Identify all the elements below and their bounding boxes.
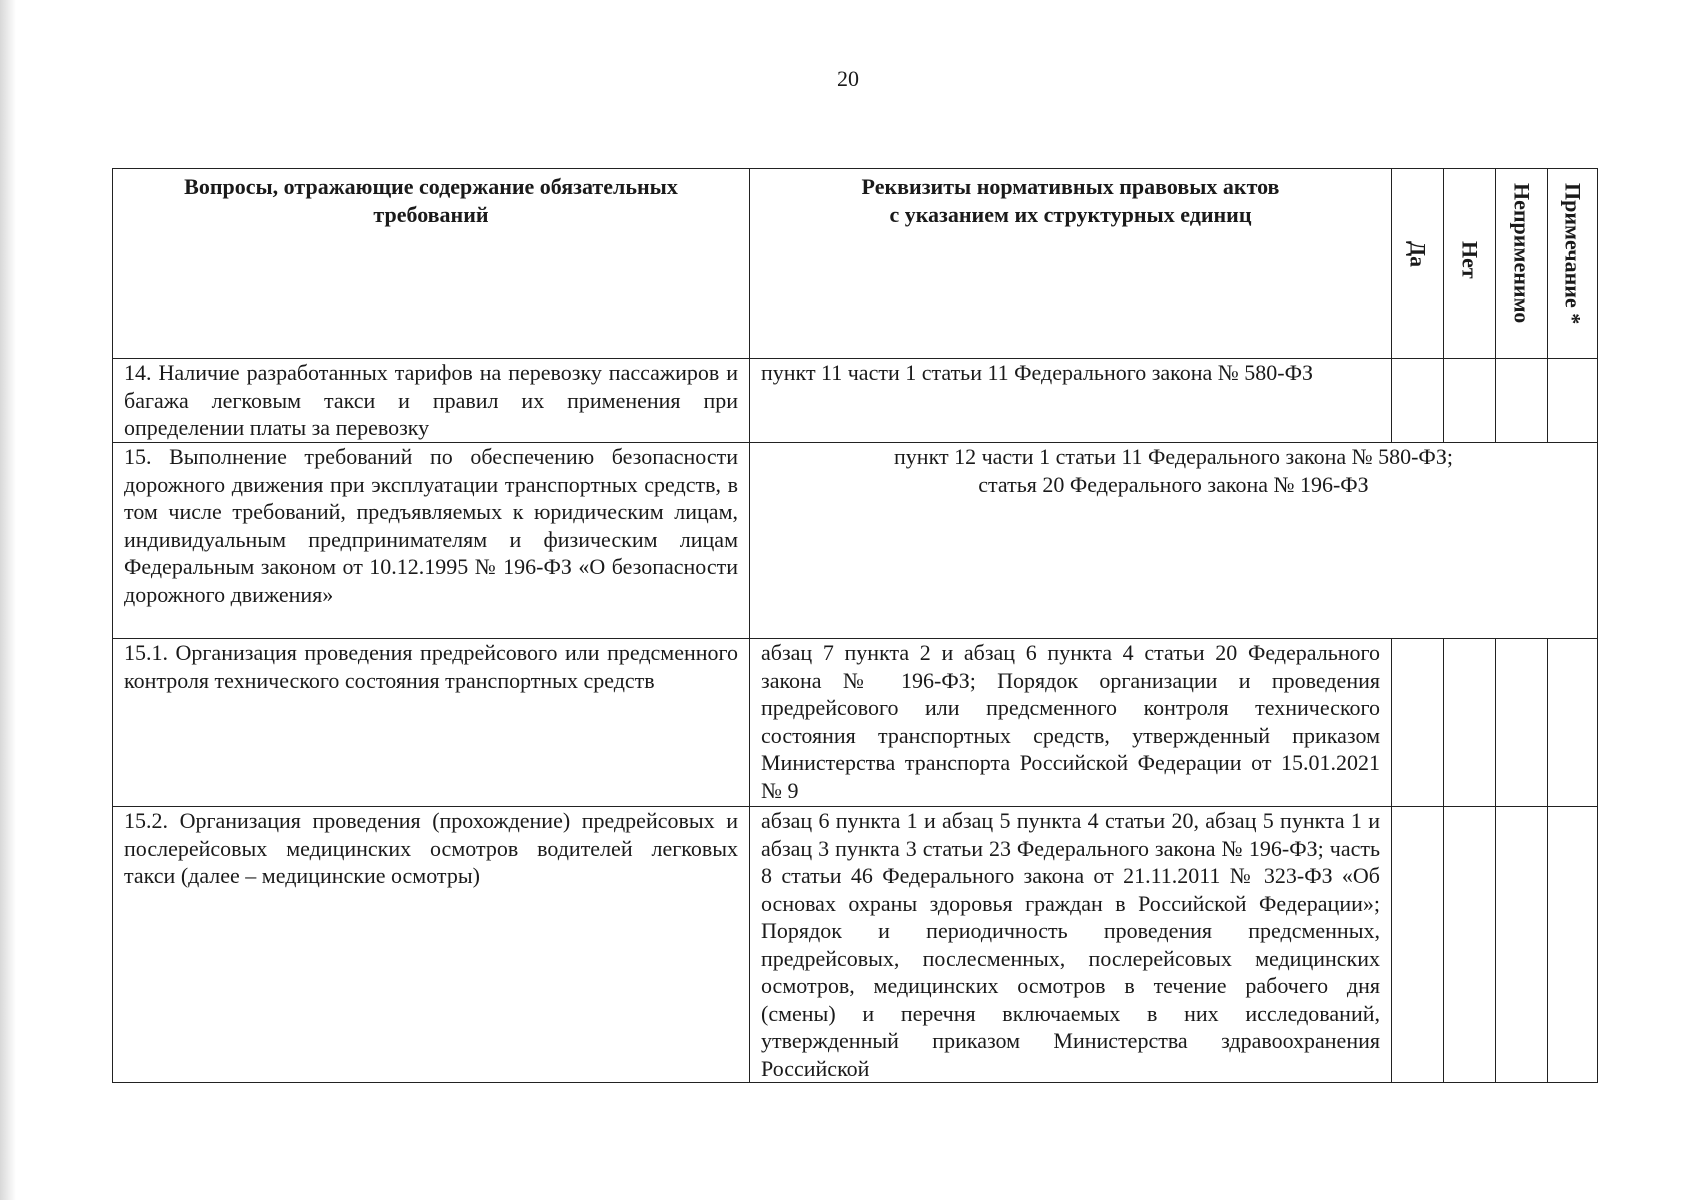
row-legal-reference: абзац 6 пункта 1 и абзац 5 пункта 4 статьи 20, абзац 5 пункта 1 и абзац 3 пункта 3 статьи 23 Федерального закона № 196-ФЗ; часть 8 статьи 46 Федерального закона от 21.11.2011 № 323-ФЗ «Об основах охраны здоровья граждан в Российской Федерации»; Порядок и периодичность проведения предсменных, предрейсовых, послесменных, послерейсовых медицинских осмотров, медицинских осмотров в течение рабочего дня (смены) и перечня включаемых в них исследований, утвержденный приказом Министерства здравоохранения Российской — [750, 807, 1392, 1083]
scan-edge-shadow — [0, 0, 16, 1200]
cell-note — [1548, 639, 1598, 807]
row-legal-reference: пункт 11 части 1 статьи 11 Федерального закона № 580-ФЗ — [750, 359, 1392, 443]
cell-yes — [1392, 807, 1444, 1083]
row-question: 15. Выполнение требований по обеспечению безопасности дорожного движения при эксплуатации транспортных средств, в том числе требований, предъявляемых к юридическим лицам, индивидуальным предпринимателям и физическим лицам Федеральным законом от 10.12.1995 № 196-ФЗ «О безопасности дорожного движения» — [113, 443, 750, 639]
header-yes — [1392, 169, 1444, 359]
cell-not-applicable — [1496, 639, 1548, 807]
cell-note — [1548, 359, 1598, 443]
cell-no — [1444, 359, 1496, 443]
header-not-applicable — [1496, 169, 1548, 359]
row-legal-reference-line-2: статья 20 Федерального закона № 196-ФЗ — [978, 471, 1369, 497]
cell-not-applicable — [1496, 359, 1548, 443]
requirements-table — [112, 168, 1598, 1083]
table-row — [113, 359, 1598, 443]
header-no-label: Нет — [1457, 241, 1483, 279]
header-requisites-line-2: с указанием их структурных единиц — [889, 201, 1252, 227]
row-question: 14. Наличие разработанных тарифов на перевозку пассажиров и багажа легковым такси и правил их применения при определении платы за перевозку — [113, 359, 750, 443]
page-number: 20 — [837, 66, 859, 91]
cell-no — [1444, 639, 1496, 807]
header-note — [1548, 169, 1598, 359]
cell-yes — [1392, 639, 1444, 807]
header-questions: Вопросы, отражающие содержание обязательных требований — [113, 169, 750, 359]
header-yes-label: Да — [1405, 241, 1431, 268]
cell-note — [1548, 807, 1598, 1083]
row-legal-reference-line-1: пункт 12 части 1 статьи 11 Федерального закона № 580-ФЗ; — [894, 444, 1453, 469]
cell-not-applicable — [1496, 807, 1548, 1083]
header-requisites-line-1: Реквизиты нормативных правовых актов — [861, 174, 1280, 199]
row-legal-reference: абзац 7 пункта 2 и абзац 6 пункта 4 статьи 20 Федерального закона № 196-ФЗ; Порядок организации и проведения предрейсового или предсменного контроля технического состояния транспортных средств, утвержденный приказом Министерства транспорта Российской Федерации от 15.01.2021 № 9 — [750, 639, 1392, 807]
header-requisites — [750, 169, 1392, 359]
header-not-applicable-label: Неприменимо — [1509, 183, 1535, 324]
table-row — [113, 443, 1598, 639]
table-row — [113, 807, 1598, 1083]
header-no — [1444, 169, 1496, 359]
row-legal-reference — [750, 443, 1598, 639]
cell-no — [1444, 807, 1496, 1083]
table-row — [113, 639, 1598, 807]
row-question: 15.1. Организация проведения предрейсового или предсменного контроля технического состояния транспортных средств — [113, 639, 750, 807]
cell-yes — [1392, 359, 1444, 443]
row-question: 15.2. Организация проведения (прохождение) предрейсовых и послерейсовых медицинских осмотров водителей легковых такси (далее – медицинские осмотры) — [113, 807, 750, 1083]
header-note-label: Примечание * — [1560, 183, 1586, 325]
table-header-row — [113, 169, 1598, 359]
